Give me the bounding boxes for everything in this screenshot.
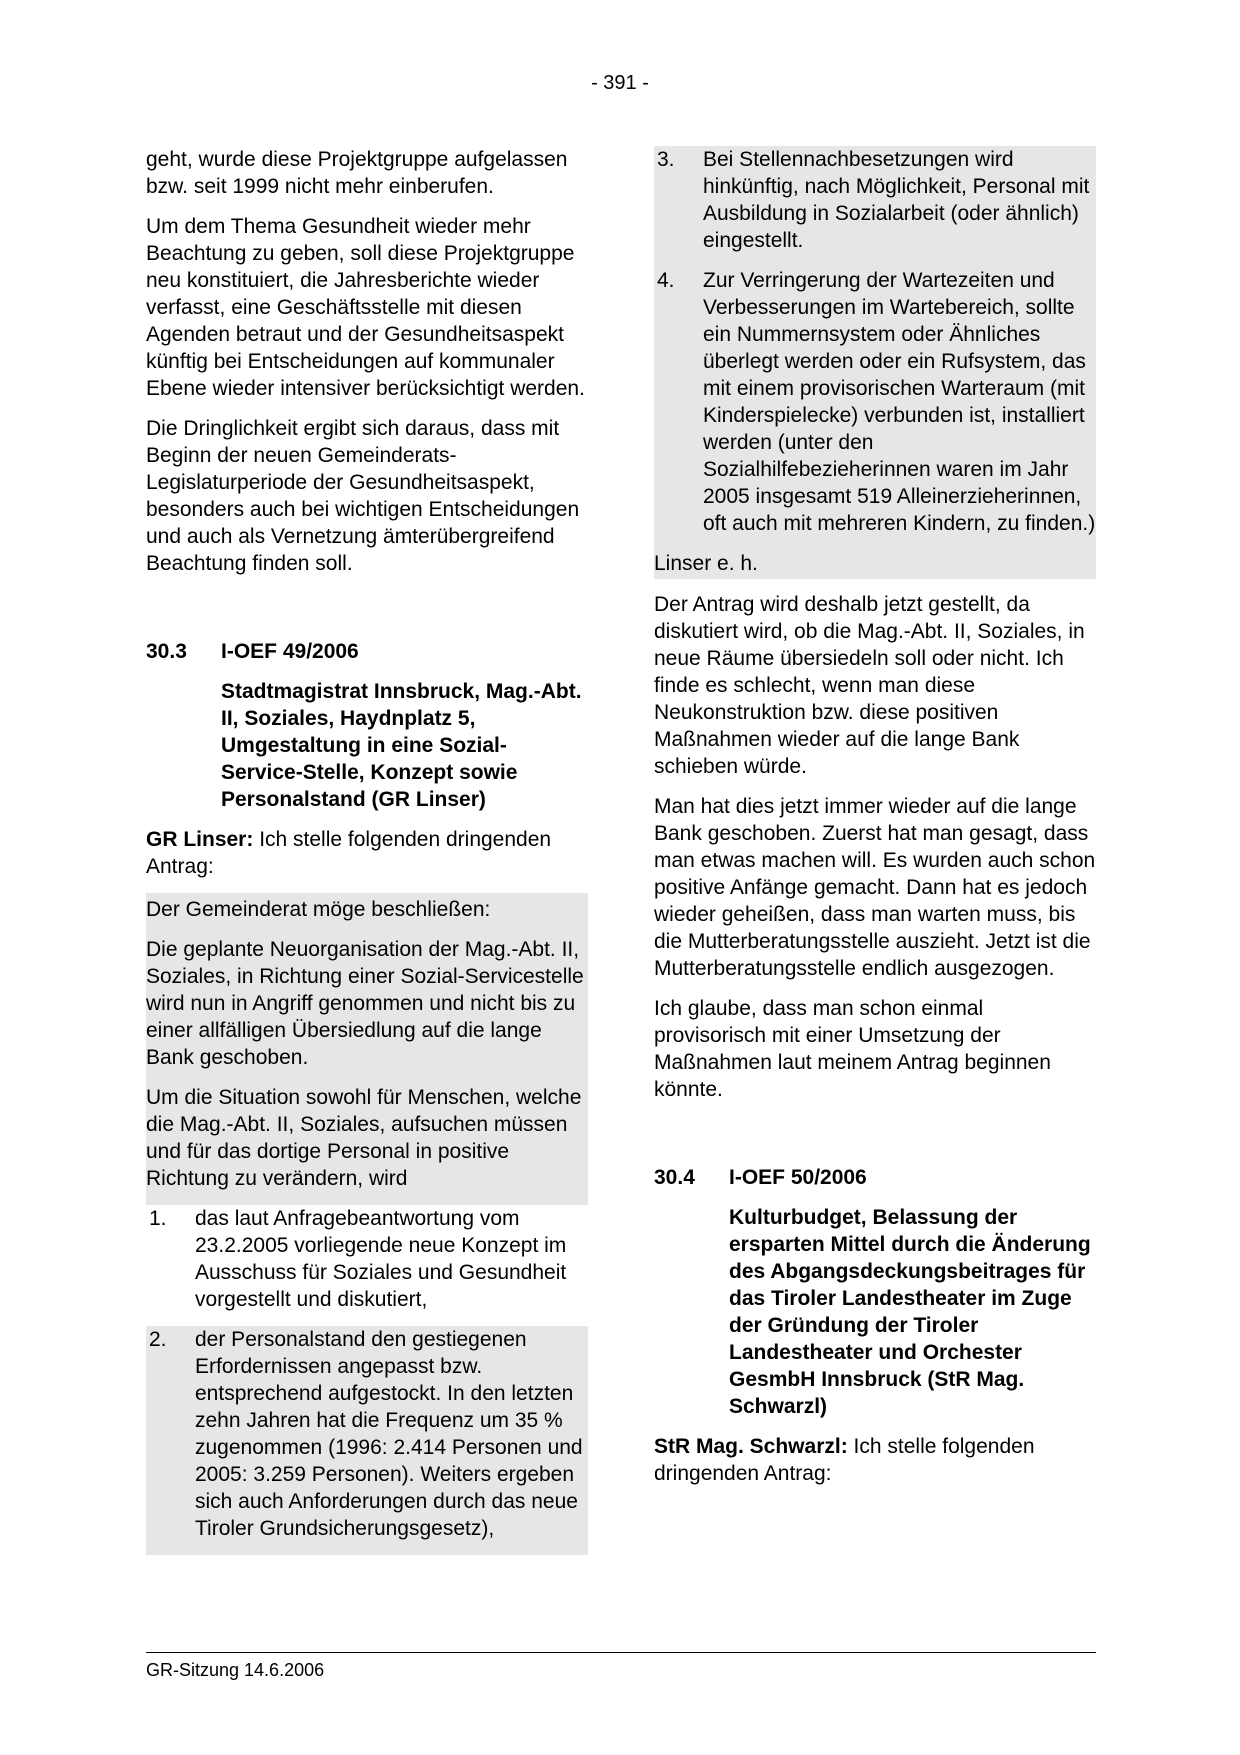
list-item — [654, 146, 1096, 267]
list-item — [146, 1205, 588, 1313]
speaker-paragraph — [146, 826, 588, 880]
paragraph: geht, wurde diese Projektgruppe aufgelassen bzw. seit 1999 nicht mehr einberufen. — [146, 148, 568, 198]
list-item-number: 4. — [657, 269, 675, 292]
page-number: - 391 - — [591, 72, 649, 94]
list-item-text: Bei Stellennachbesetzungen wird hinkünftig, nach Möglichkeit, Personal mit Ausbildung in Sozialarbeit (oder ähnlich) eingestellt. — [703, 148, 1090, 252]
section-number: 30.4 — [654, 1166, 695, 1189]
speaker-name: GR Linser: — [146, 828, 254, 851]
paragraph: Um dem Thema Gesundheit wieder mehr Beachtung zu geben, soll diese Projektgruppe neu konstituiert, die Jahresberichte wieder verfasst, eine Geschäftsstelle mit diesen Agenden betraut und der Gesundheitsaspekt künftig bei Entscheidungen auf kommunaler Ebene wieder intensiver berücksichtigt werden. — [146, 215, 585, 400]
list-item-number: 1. — [149, 1207, 167, 1230]
list-item-text: das laut Anfragebeantwortung vom 23.2.2005 vorliegende neue Konzept im Ausschuss für Soziales und Gesundheit vorgestellt und diskutiert, — [195, 1207, 567, 1311]
motion-paragraph: Die geplante Neuorganisation der Mag.-Abt. II, Soziales, in Richtung einer Sozial-Servicestelle wird nun in Angriff genommen und nicht bis zu einer allfälligen Übersiedlung auf die lange Bank geschoben. — [146, 938, 584, 1069]
motion-box-continued — [146, 1326, 588, 1555]
section-id: I-OEF 49/2006 — [221, 640, 359, 663]
section-title: Kulturbudget, Belassung der ersparten Mittel durch die Änderung des Abgangsdeckungsbeitrages für das Tiroler Landestheater im Zuge der Gründung der Tiroler Landestheater und Orchester GesmbH Innsbruck (StR Mag. Schwarzl) — [729, 1206, 1091, 1418]
motion-box — [146, 893, 588, 1205]
section-heading-30-3 — [146, 638, 588, 665]
list-item-number: 2. — [149, 1328, 167, 1351]
footer: GR-Sitzung 14.6.2006 — [146, 1660, 325, 1680]
list-item — [654, 267, 1096, 550]
motion-signature: Linser e. h. — [654, 552, 758, 575]
list-item-text: der Personalstand den gestiegenen Erfordernissen angepasst bzw. entsprechend aufgestockt. In den letzten zehn Jahren hat die Frequenz um 35 % zugenommen (1996: 2.414 Personen und 2005: 3.259 Personen). Weiters ergeben sich auch Anforderungen durch das neue Tiroler Grundsicherungsgesetz), — [195, 1328, 583, 1540]
motion-intro: Der Gemeinderat möge beschließen: — [146, 898, 491, 921]
motion-paragraph: Um die Situation sowohl für Menschen, welche die Mag.-Abt. II, Soziales, aufsuchen müssen und für das dortige Personal in positive Richtung zu verändern, wird — [146, 1086, 582, 1190]
speaker-paragraph — [654, 1433, 1096, 1487]
section-heading-30-4 — [654, 1164, 1096, 1191]
speaker-text: Ich stelle folgenden dringenden Antrag: — [654, 1435, 1035, 1485]
paragraph: Man hat dies jetzt immer wieder auf die lange Bank geschoben. Zuerst hat man gesagt, dass man etwas machen will. Es wurden auch schon positive Anfänge gemacht. Dann hat es jedoch wieder geheißen, dass man warten muss, bis die Mutterberatungsstelle auszieht. Jetzt ist die Mutterberatungsstelle endlich ausgezogen. — [654, 795, 1096, 980]
speaker-name: StR Mag. Schwarzl: — [654, 1435, 848, 1458]
paragraph: Der Antrag wird deshalb jetzt gestellt, da diskutiert wird, ob die Mag.-Abt. II, Soziales, in neue Räume übersiedeln soll oder nicht. Ich finde es schlecht, wenn man diese Neukonstruktion bzw. diese positiven Maßnahmen wieder auf die lange Bank schieben würde. — [654, 593, 1085, 778]
list-item-number: 3. — [657, 148, 675, 171]
section-title: Stadtmagistrat Innsbruck, Mag.-Abt. II, Soziales, Haydnplatz 5, Umgestaltung in eine Sozial-Service-Stelle, Konzept sowie Personalstand (GR Linser) — [221, 680, 582, 811]
left-column — [146, 146, 588, 1555]
section-id: I-OEF 50/2006 — [729, 1166, 867, 1189]
paragraph: Die Dringlichkeit ergibt sich daraus, dass mit Beginn der neuen Gemeinderats-Legislaturperiode der Gesundheitsaspekt, besonders auch bei wichtigen Entscheidungen und auch als Vernetzung ämterübergreifend Beachtung finden soll. — [146, 417, 580, 575]
list-item-text: Zur Verringerung der Wartezeiten und Verbesserungen im Wartebereich, sollte ein Nummernsystem oder Ähnliches überlegt werden oder ein Rufsystem, das mit einem provisorischen Warteraum (mit Kinderspielecke) verbunden ist, installiert werden (unter den Sozialhilfebezieherinnen waren im Jahr 2005 insgesamt 519 Alleinerzieherinnen, oft auch mit mehreren Kindern, zu finden.) — [703, 269, 1096, 535]
motion-box-right — [654, 146, 1096, 579]
speaker-text: Ich stelle folgenden dringenden Antrag: — [146, 828, 552, 878]
right-column — [654, 146, 1096, 1500]
footer-divider — [146, 1652, 1096, 1653]
list-item — [146, 1326, 588, 1555]
section-number: 30.3 — [146, 640, 187, 663]
paragraph: Ich glaube, dass man schon einmal provisorisch mit einer Umsetzung der Maßnahmen laut meinem Antrag beginnen könnte. — [654, 997, 1051, 1101]
